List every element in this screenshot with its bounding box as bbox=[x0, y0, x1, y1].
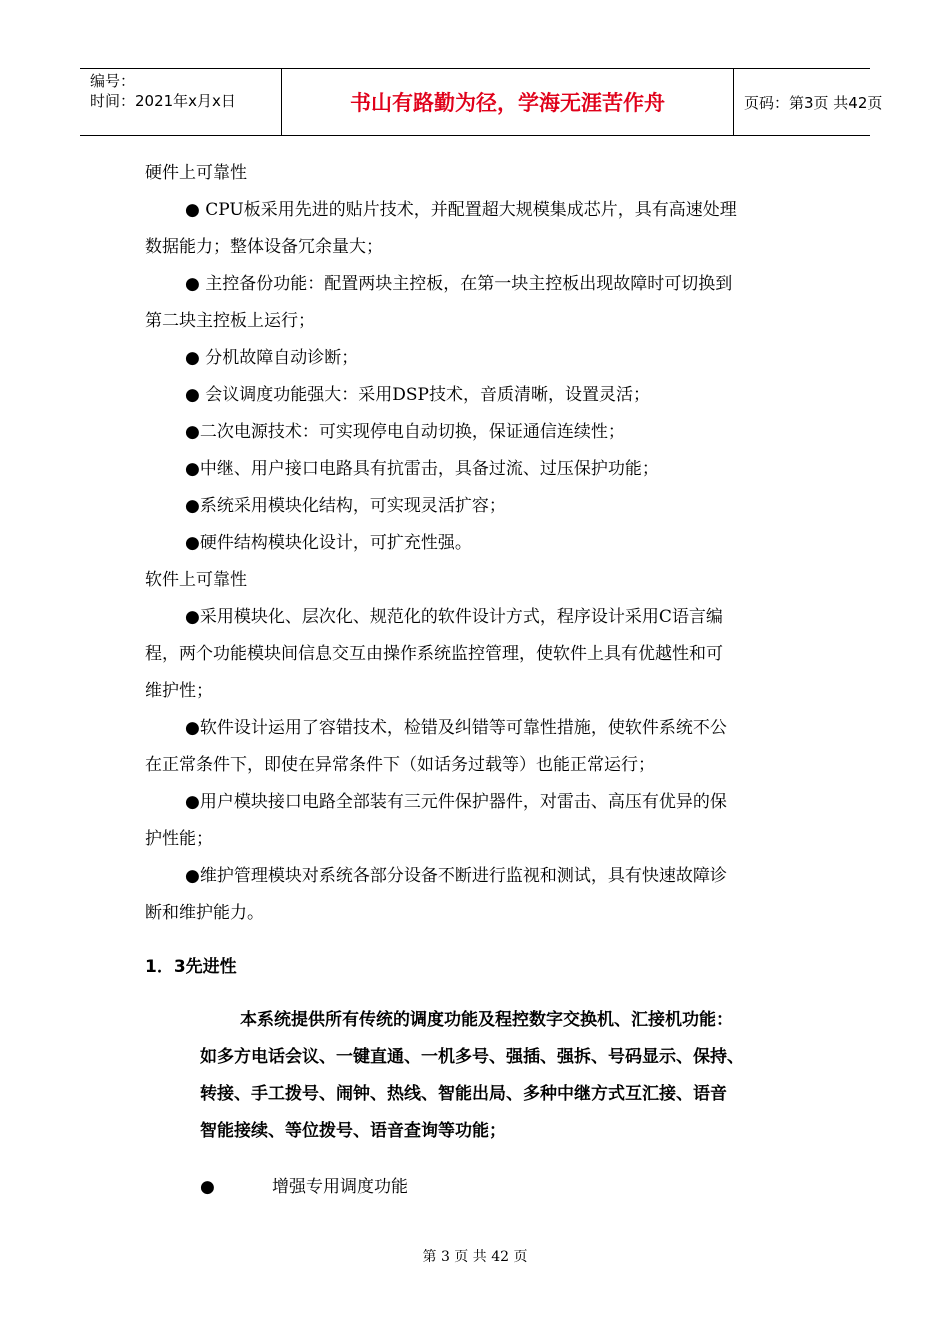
paragraph-line: ●维护管理模块对系统各部分设备不断进行监视和测试，具有快速故障诊 bbox=[185, 866, 727, 886]
page-footer: 第 3 页 共 42 页 bbox=[422, 1249, 528, 1265]
paragraph-line: ●硬件结构模块化设计，可扩充性强。 bbox=[185, 533, 472, 553]
paragraph-line: 护性能； bbox=[145, 829, 213, 849]
header-page-info: 页码：第3页 共42页 bbox=[744, 93, 883, 112]
paragraph-line: 本系统提供所有传统的调度功能及程控数字交换机、汇接机功能： bbox=[240, 1010, 733, 1030]
advanced-paragraph bbox=[200, 1002, 840, 1150]
bullet-item bbox=[200, 1172, 408, 1197]
paragraph-line: ● 会议调度功能强大：采用DSP技术，音质清晰，设置灵活； bbox=[185, 385, 650, 405]
paragraph-line: ● 主控备份功能：配置两块主控板，在第一块主控板出现故障时可切换到 bbox=[185, 274, 733, 294]
paragraph-line: ●二次电源技术：可实现停电自动切换，保证通信连续性； bbox=[185, 422, 625, 442]
paragraph-line: 断和维护能力。 bbox=[145, 903, 264, 923]
paragraph-line: ●中继、用户接口电路具有抗雷击，具备过流、过压保护功能； bbox=[185, 459, 659, 479]
paragraph-line: 智能接续、等位拨号、语音查询等功能； bbox=[200, 1121, 506, 1141]
section-title-hardware: 硬件上可靠性 bbox=[145, 163, 247, 183]
paragraph-line: 在正常条件下，即使在异常条件下（如话务过载等）也能正常运行； bbox=[145, 755, 655, 775]
bullet-dot-icon: ● bbox=[200, 1177, 215, 1197]
section-heading-advanced: 1．3先进性 bbox=[145, 957, 237, 977]
paragraph-line: 维护性； bbox=[145, 681, 213, 701]
paragraph-line: ● 分机故障自动诊断； bbox=[185, 348, 359, 368]
doc-number-label: 编号： bbox=[90, 72, 136, 90]
doc-date-label: 时间：2021年x月x日 bbox=[90, 92, 236, 110]
paragraph-line: 转接、手工拨号、闹钟、热线、智能出局、多种中继方式互汇接、语音 bbox=[200, 1084, 727, 1104]
page-header bbox=[80, 68, 883, 136]
paragraph-line: 第二块主控板上运行； bbox=[145, 311, 315, 331]
paragraph-line: ●用户模块接口电路全部装有三元件保护器件，对雷击、高压有优异的保 bbox=[185, 792, 727, 812]
section-title-software: 软件上可靠性 bbox=[145, 570, 247, 590]
paragraph-line: 如多方电话会议、一键直通、一机多号、强插、强拆、号码显示、保持、 bbox=[200, 1047, 744, 1067]
paragraph-line: ●采用模块化、层次化、规范化的软件设计方式，程序设计采用C语言编 bbox=[185, 607, 723, 627]
paragraph-line: 程，两个功能模块间信息交互由操作系统监控管理，使软件上具有优越性和可 bbox=[145, 644, 723, 664]
header-motto: 书山有路勤为径，学海无涯苦作舟 bbox=[282, 69, 734, 135]
paragraph-line: ● CPU板采用先进的贴片技术，并配置超大规模集成芯片，具有高速处理 bbox=[185, 200, 737, 220]
paragraph-line: ●软件设计运用了容错技术，检错及纠错等可靠性措施，使软件系统不公 bbox=[185, 718, 727, 738]
paragraph-line: 数据能力；整体设备冗余量大； bbox=[145, 237, 383, 257]
document-body bbox=[145, 155, 825, 932]
paragraph-line: ●系统采用模块化结构，可实现灵活扩容； bbox=[185, 496, 506, 516]
header-meta bbox=[80, 69, 282, 135]
bullet-text: 增强专用调度功能 bbox=[272, 1177, 408, 1197]
